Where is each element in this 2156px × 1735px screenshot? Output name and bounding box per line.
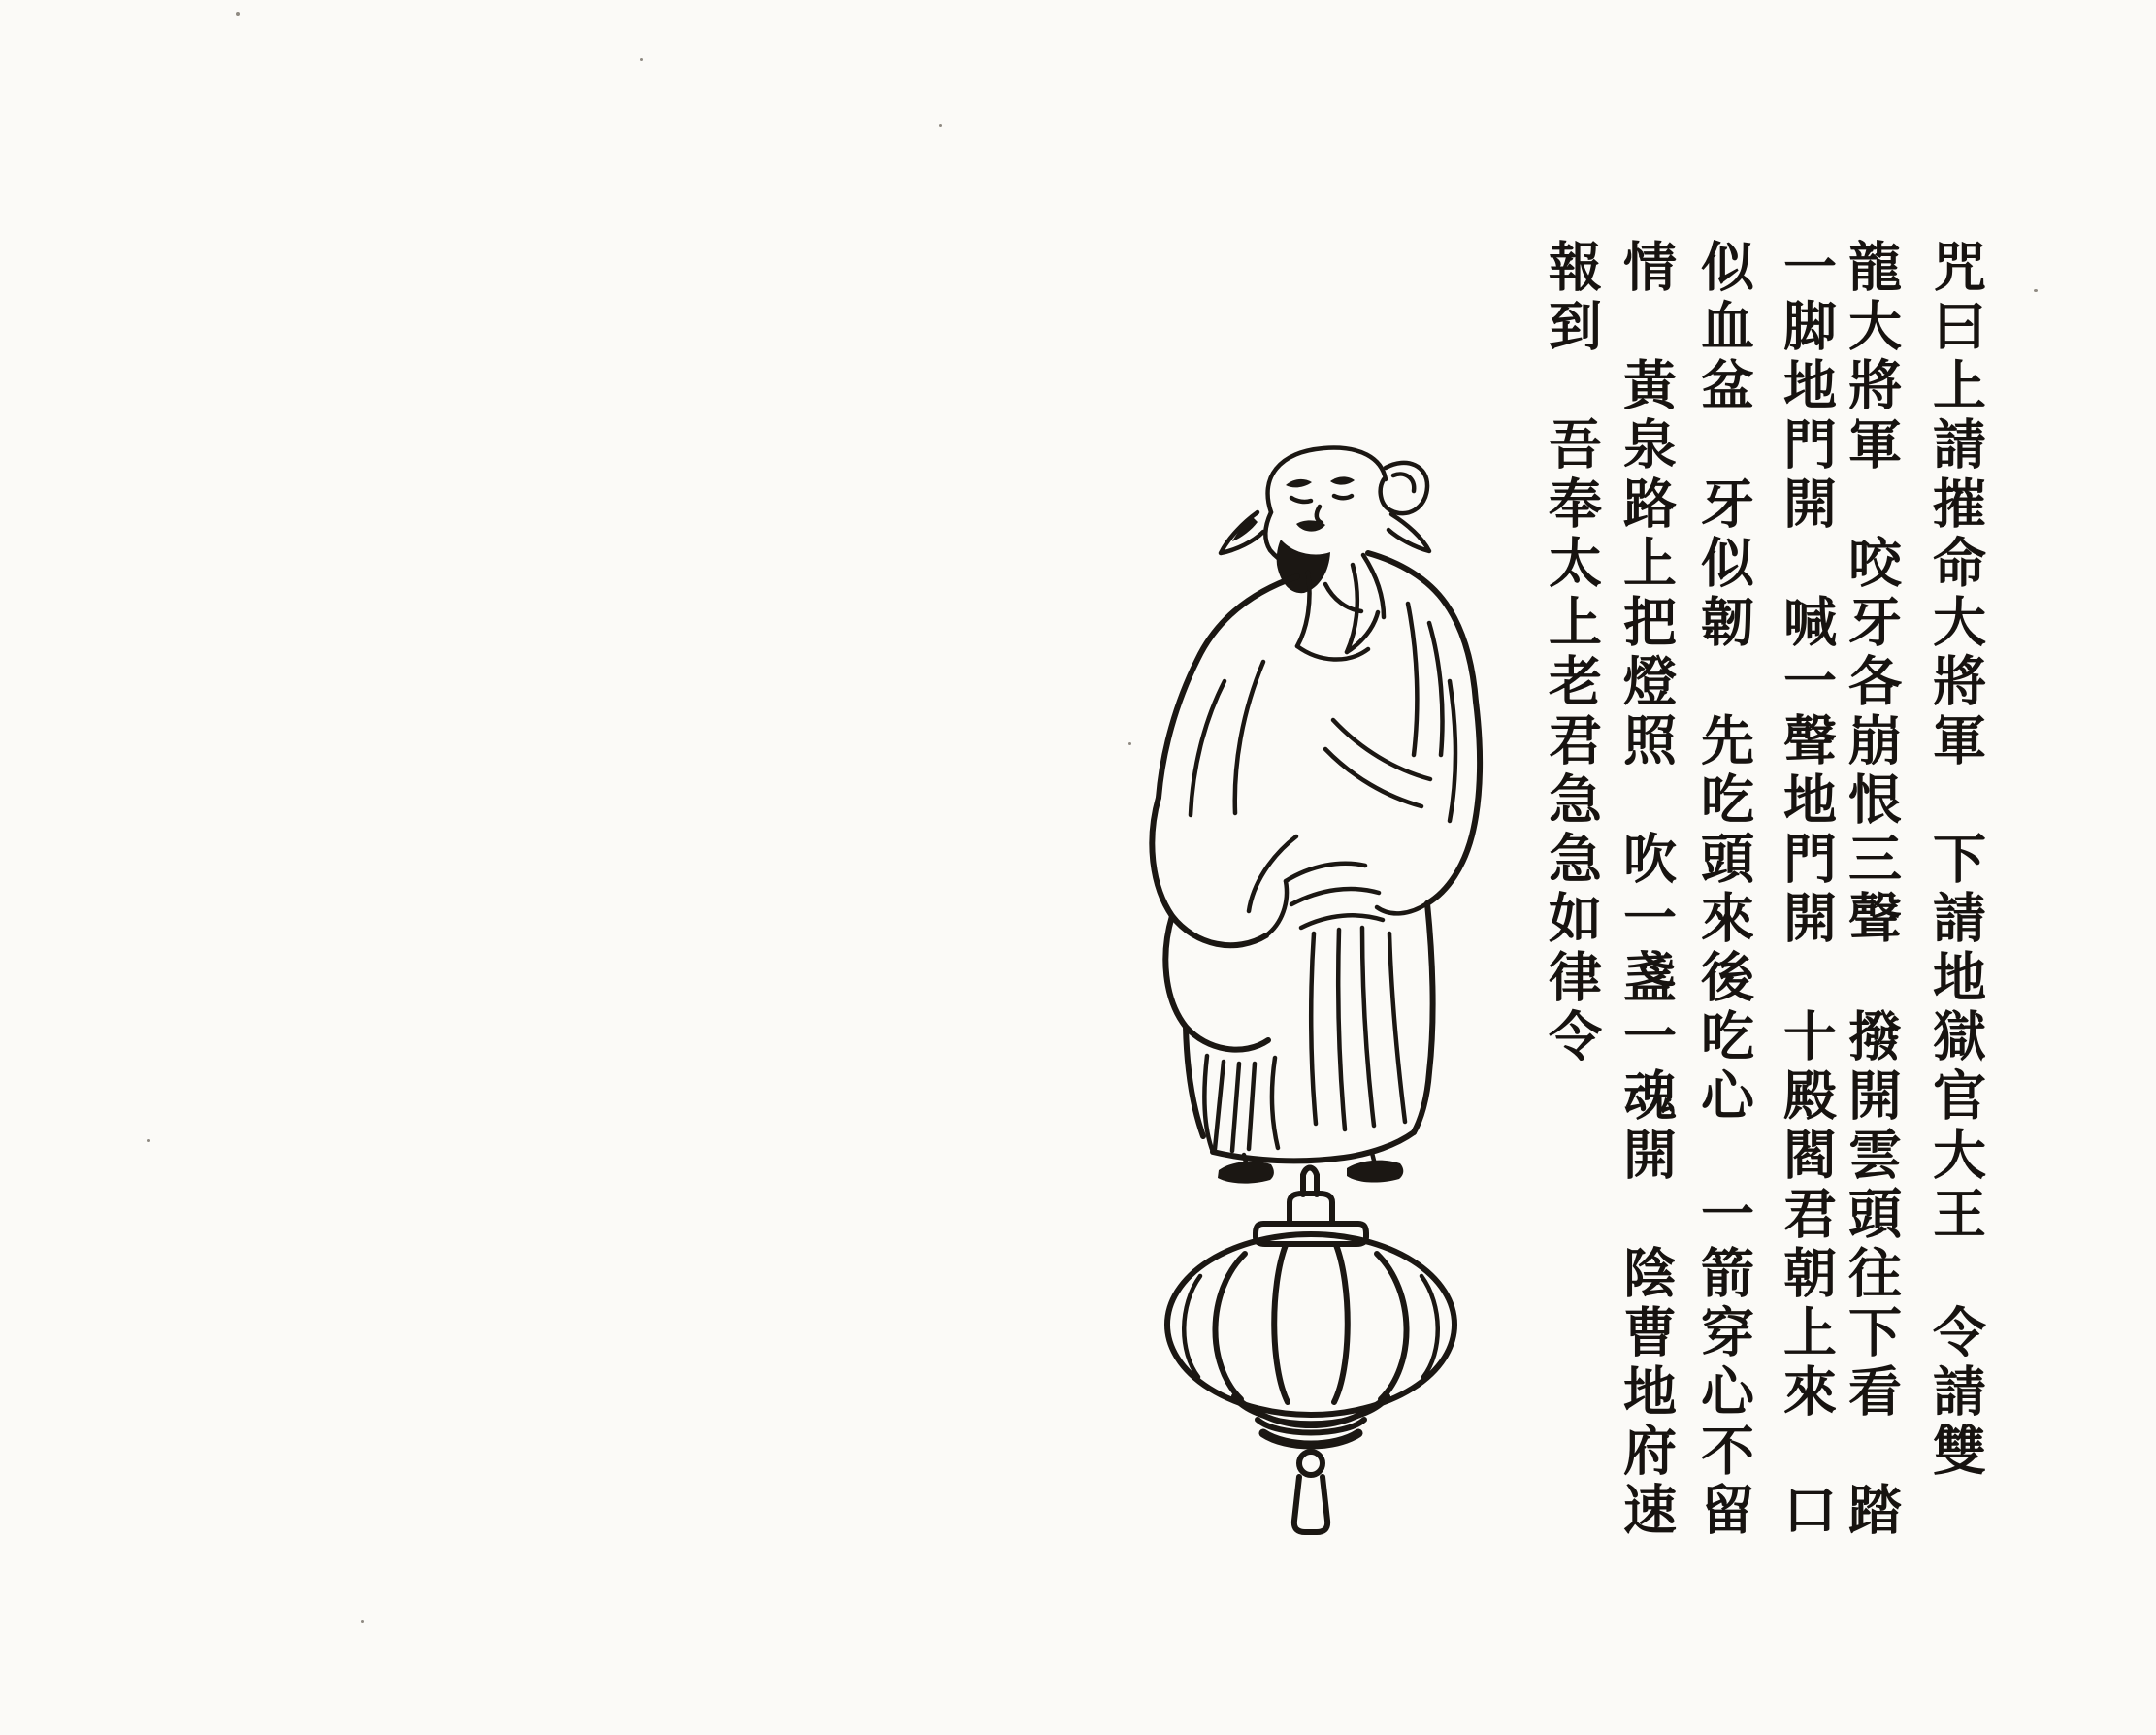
robed-priest-illustration xyxy=(1106,427,1514,1203)
paper-lantern-illustration xyxy=(1155,1160,1465,1538)
scan-speck xyxy=(2034,289,2038,292)
scan-speck xyxy=(640,58,643,61)
scan-speck xyxy=(361,1620,364,1623)
incantation-column-3: 一脚地門開 喊一聲地門開 十殿閻君朝上來 口 xyxy=(1775,239,1838,1541)
incantation-column-6: 報到 吾奉太上老君急急如律令 xyxy=(1540,239,1603,1067)
incantation-column-2: 龍大將軍 咬牙各崩恨三聲 撥開雲頭往下看 踏 xyxy=(1840,239,1903,1541)
incantation-column-4: 似血盆 牙似韌 先吃頭來後吃心 一箭穿心不留 xyxy=(1692,239,1755,1541)
incantation-column-5: 情 黃泉路上把燈照 吹一盞一魂開 陰曹地府速 xyxy=(1615,239,1678,1541)
incantation-column-1: 咒曰上請摧命大將軍 下請地獄官大王 令請雙 xyxy=(1924,239,1987,1482)
scan-speck xyxy=(147,1139,150,1142)
scan-speck xyxy=(1128,742,1131,745)
scan-speck xyxy=(236,12,240,16)
scan-speck xyxy=(939,124,942,127)
